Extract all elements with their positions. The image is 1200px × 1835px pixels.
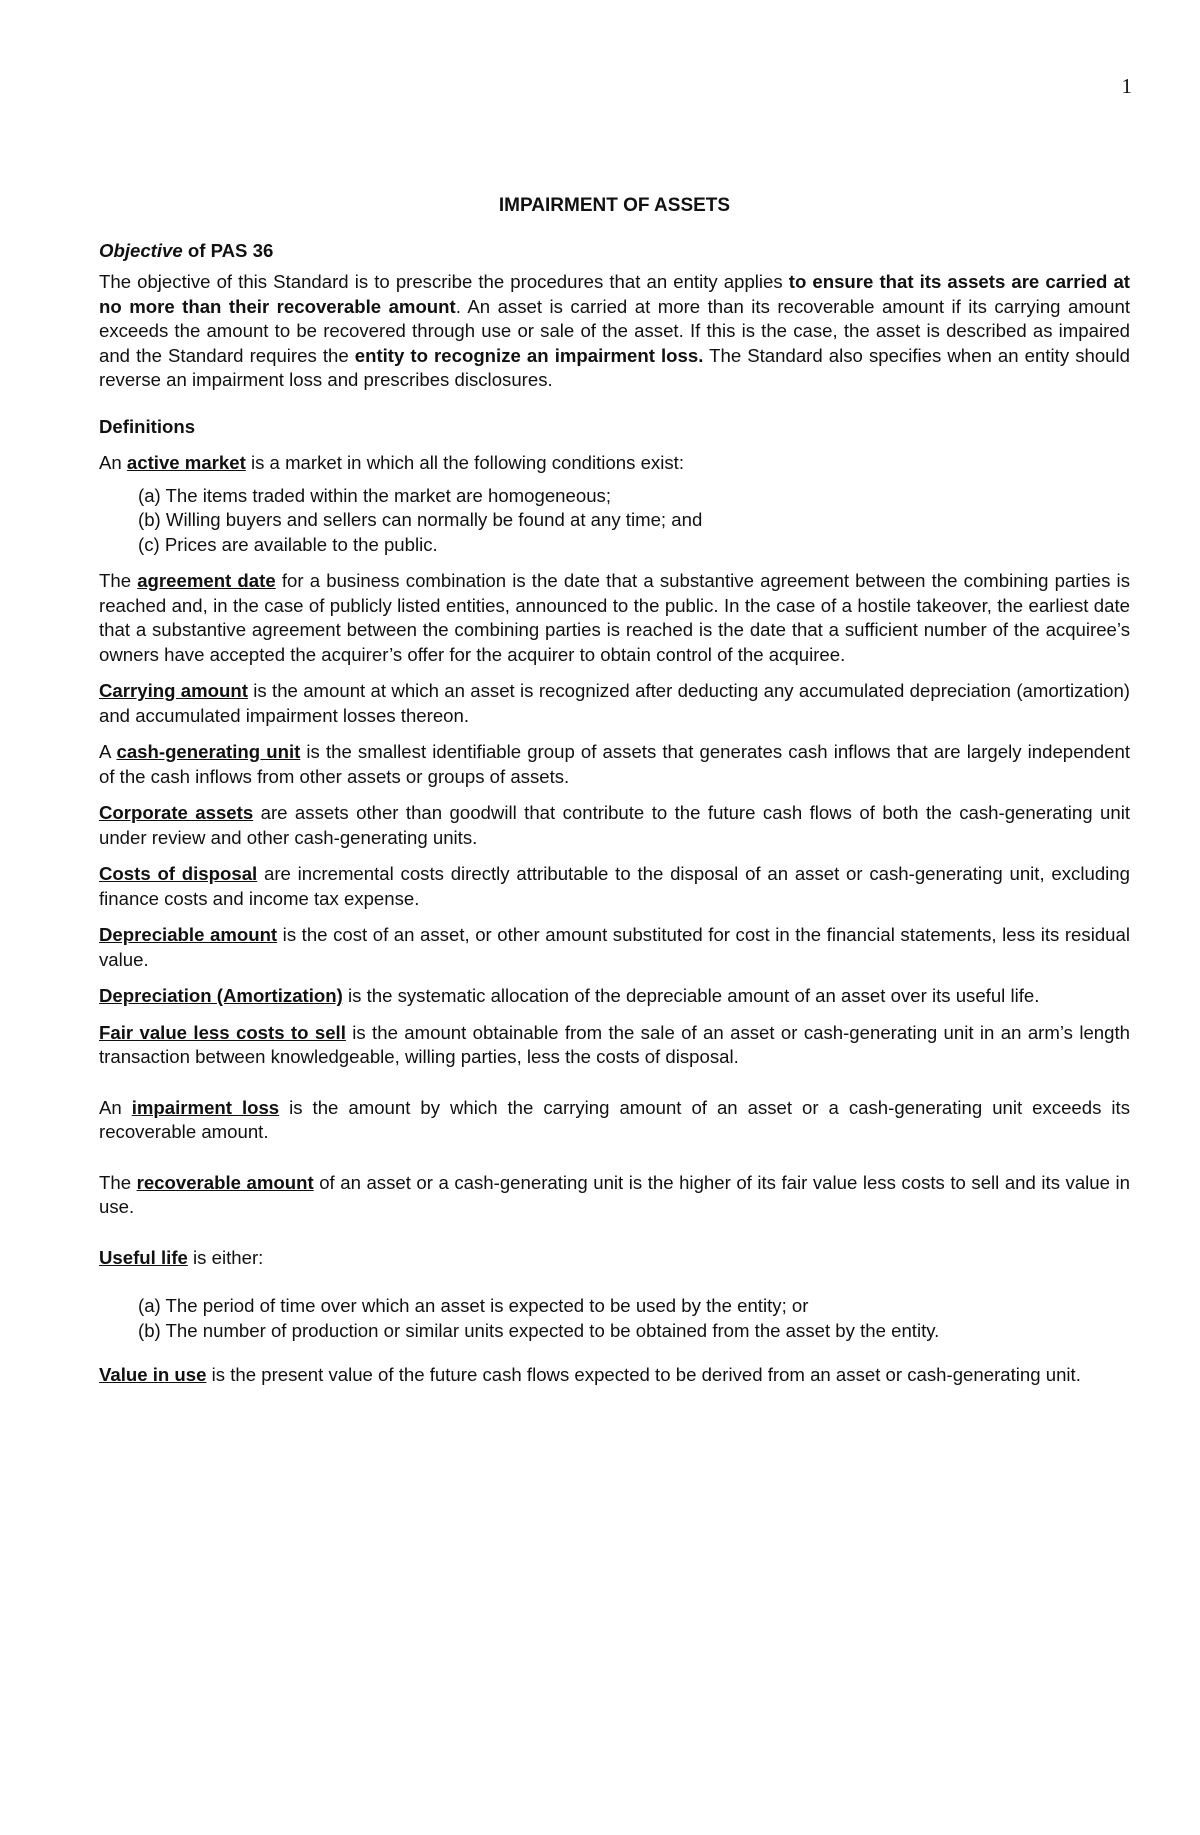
definition-term: Value in use xyxy=(99,1364,207,1385)
list-item: (b) The number of production or similar units expected to be obtained from the asset by the entity. xyxy=(138,1319,940,1341)
definition-term: Useful life xyxy=(99,1246,188,1268)
definition-text: of an asset or a cash-generating unit is the higher of its fair value less costs to sell and its value in use. xyxy=(99,1171,1130,1217)
objective-text-1: The objective of this Standard is to prescribe the procedures that an entity applies xyxy=(99,271,789,292)
definition-text: is the cost of an asset, or other amount substituted for cost in the financial statements, less its residual value. xyxy=(99,924,1130,970)
definition-term: Costs of disposal xyxy=(99,863,258,884)
definition-term: Carrying amount xyxy=(99,680,248,701)
active-market-conditions-list xyxy=(138,484,1130,558)
definition-text: are assets other than goodwill that contribute to the future cash flows of both the cash-generating unit under review and other cash-generating units. xyxy=(99,802,1130,848)
definition-carrying-amount xyxy=(99,679,1130,728)
definition-active-market xyxy=(99,451,1130,476)
objective-bold-2: entity to recognize an impairment loss. xyxy=(354,344,704,366)
definition-text: is the systematic allocation of the depreciable amount of an asset over its useful life. xyxy=(342,985,1040,1006)
objective-text-3: The Standard also specifies when an entity should reverse an impairment loss and prescribes disclosures. xyxy=(99,344,1130,390)
definition-term: recoverable amount xyxy=(136,1171,314,1193)
definition-agreement-date xyxy=(99,569,1130,667)
definition-recoverable-amount xyxy=(99,1171,1130,1220)
list-item: (c) Prices are available to the public. xyxy=(138,533,438,555)
objective-paragraph xyxy=(99,270,1130,393)
definition-text: is the present value of the future cash flows expected to be derived from an asset or cash-generating unit. xyxy=(206,1364,1081,1385)
definition-corporate-assets xyxy=(99,801,1130,850)
definition-useful-life xyxy=(99,1246,1130,1271)
list-item: (a) The items traded within the market are homogeneous; xyxy=(138,484,612,506)
definition-depreciable-amount xyxy=(99,923,1130,972)
definition-depreciation xyxy=(99,984,1130,1009)
definition-cash-generating-unit xyxy=(99,740,1130,789)
definition-prefix: The xyxy=(99,570,138,591)
definitions-heading: Definitions xyxy=(99,415,196,437)
objective-heading-rest: of PAS 36 xyxy=(182,239,274,261)
definition-text: is the amount at which an asset is recognized after deducting any accumulated depreciation (amortization) and accumulated impairment losses thereon. xyxy=(99,680,1130,726)
list-item: (a) The period of time over which an asset is expected to be used by the entity; or xyxy=(138,1295,809,1316)
definition-term: active market xyxy=(126,452,246,473)
definition-text: is either: xyxy=(187,1246,264,1268)
objective-heading-italic: Objective xyxy=(99,239,183,261)
page-number: 1 xyxy=(1121,74,1132,98)
definition-fair-value xyxy=(99,1021,1130,1070)
definition-prefix: An xyxy=(99,452,127,473)
definition-text: is the smallest identifiable group of assets that generates cash inflows that are largely independent of the cash inflows from other assets or groups of assets. xyxy=(99,741,1130,787)
definition-term: Fair value less costs to sell xyxy=(99,1021,346,1043)
definition-prefix: The xyxy=(99,1171,137,1193)
definition-text: is the amount obtainable from the sale of an asset or cash-generating unit in an arm’s length transaction between knowledgeable, willing parties, less the costs of disposal. xyxy=(99,1021,1130,1067)
definition-prefix: A xyxy=(99,741,117,762)
definition-text: are incremental costs directly attributable to the disposal of an asset or cash-generating unit, excluding finance costs and income tax expense. xyxy=(99,863,1130,909)
definition-text: for a business combination is the date that a substantive agreement between the combining parties is reached and, in the case of publicly listed entities, announced to the public. In the case of a hostile takeover, the earliest date that a substantive agreement between the combining parties is reached is the date that a sufficient number of the acquiree’s owners have accepted the acquirer’s offer for the acquirer to obtain control of the acquiree. xyxy=(99,570,1130,665)
definition-text: is a market in which all the following conditions exist: xyxy=(245,452,684,473)
objective-text-2: . An asset is carried at more than its recoverable amount if its carrying amount exceeds the amount to be recovered through use or sale of the asset. If this is the case, the asset is described as impaired and the Standard requires the xyxy=(99,295,1131,366)
document-title: IMPAIRMENT OF ASSETS xyxy=(498,195,731,216)
definition-term: Corporate assets xyxy=(99,802,254,823)
useful-life-list xyxy=(138,1294,1130,1343)
list-item: (b) Willing buyers and sellers can normally be found at any time; and xyxy=(138,509,703,530)
objective-bold-1: to ensure that its assets are carried at no more than their recoverable amount xyxy=(99,271,1130,317)
definition-term: Depreciation (Amortization) xyxy=(99,985,343,1006)
document-body xyxy=(99,194,1130,1400)
definition-text: is the amount by which the carrying amount of an asset or a cash-generating unit exceeds its recoverable amount. xyxy=(99,1096,1130,1142)
definition-prefix: An xyxy=(99,1096,132,1118)
definition-term: cash-generating unit xyxy=(116,741,301,762)
definition-value-in-use xyxy=(99,1363,1130,1388)
definition-term: Depreciable amount xyxy=(99,924,278,945)
definition-costs-of-disposal xyxy=(99,862,1130,911)
objective-heading xyxy=(99,239,1130,264)
definition-term: agreement date xyxy=(137,570,276,591)
definition-term: impairment loss xyxy=(131,1096,280,1118)
definition-impairment-loss xyxy=(99,1096,1130,1145)
